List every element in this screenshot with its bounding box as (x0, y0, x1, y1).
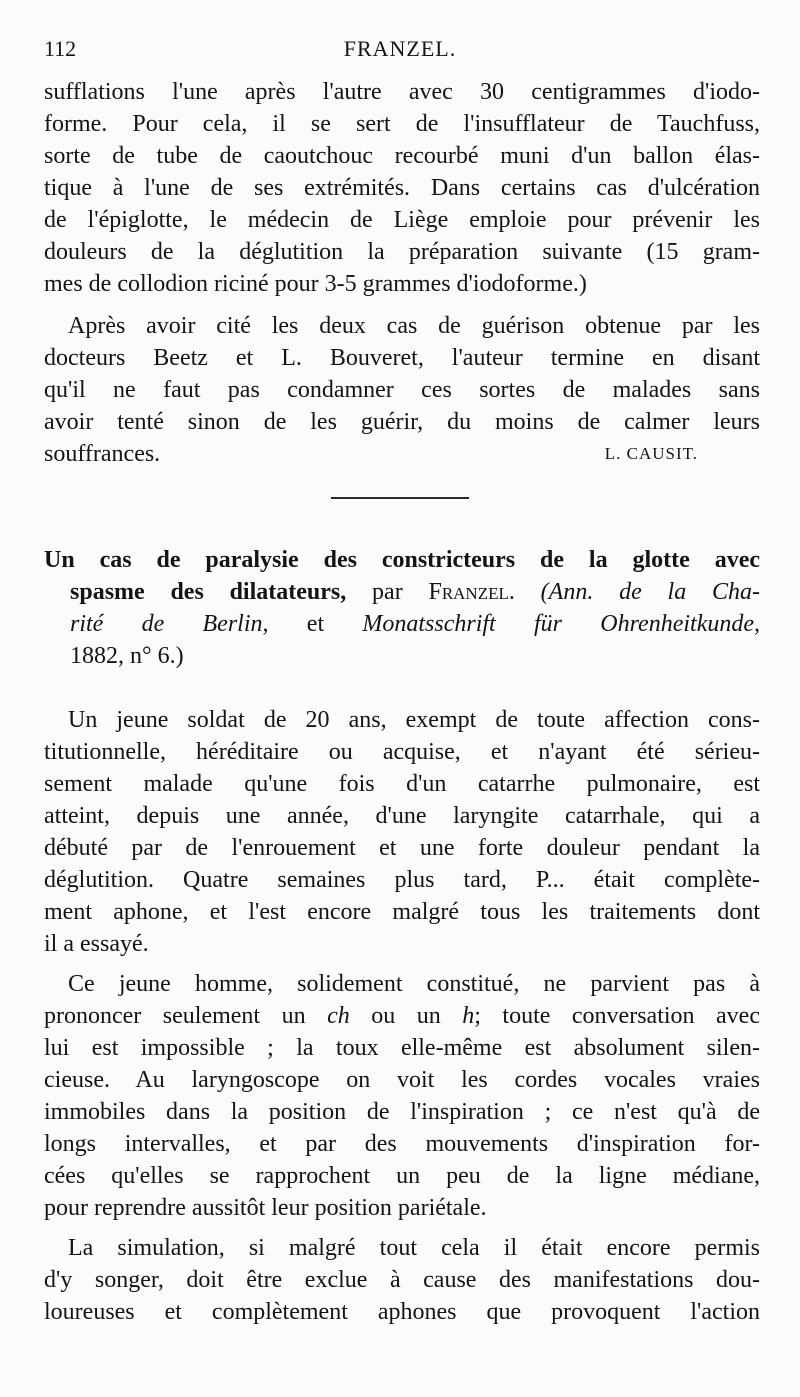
title-source: (Ann. de la Cha- (514, 579, 760, 605)
text-line: ment aphone, et l'est encore malgré tous les traitements dont (44, 899, 760, 925)
second-paragraph (44, 310, 760, 470)
title-conj: , et (262, 611, 363, 637)
section-divider (331, 497, 469, 499)
text-run: ; toute conversation avec (474, 1003, 760, 1029)
title-line (44, 608, 760, 640)
title-source: Monatsschrift für Ohrenheitkunde, (362, 611, 761, 637)
text-run: prononcer seulement un (44, 1003, 328, 1029)
text-line: il a essayé. (44, 931, 149, 957)
author-signature: L. CAUSIT. (604, 444, 698, 463)
text-line: pour reprendre aussitôt leur position pariétale. (44, 1195, 487, 1221)
title-line: Un cas de paralysie des constricteurs de la glotte avec (44, 547, 760, 573)
title-line: 1882, n° 6.) (70, 643, 184, 669)
text-line: sorte de tube de caoutchouc recourbé muni d'un ballon élas- (44, 143, 760, 169)
text-line-end: souffrances. (44, 441, 161, 467)
text-run-italic: ch (327, 1003, 350, 1029)
text-line: sement malade qu'une fois d'un catarrhe pulmonaire, est (44, 771, 760, 797)
title-author: Franzel. (428, 579, 515, 605)
page-number: 112 (44, 36, 77, 61)
text-line: avoir tenté sinon de les guérir, du moins de calmer leurs (44, 409, 760, 435)
text-line: d'y songer, doit être exclue à cause des manifestations dou- (44, 1267, 760, 1293)
body-paragraph-2 (44, 968, 760, 1224)
text-line: cieuse. Au laryngoscope on voit les cordes vocales vraies (44, 1067, 760, 1093)
text-line: mes de collodion riciné pour 3-5 grammes d'iodoforme.) (44, 271, 587, 297)
intro-paragraph (44, 76, 760, 300)
text-line: longs intervalles, et par des mouvements d'inspiration for- (44, 1131, 760, 1157)
title-par: par (346, 579, 429, 605)
text-line: Ce jeune homme, solidement constitué, ne parvient pas à (68, 971, 760, 997)
running-head (44, 36, 756, 66)
article-title (44, 544, 760, 672)
text-line: cées qu'elles se rapprochent un peu de la ligne médiane, (44, 1163, 760, 1189)
text-line: La simulation, si malgré tout cela il était encore permis (68, 1235, 760, 1261)
text-line: immobiles dans la position de l'inspiration ; ce n'est qu'à de (44, 1099, 760, 1125)
title-source: rité de Berlin (70, 611, 263, 637)
text-line: qu'il ne faut pas condamner ces sortes de malades sans (44, 377, 760, 403)
text-line: Un jeune soldat de 20 ans, exempt de toute affection cons- (68, 707, 760, 733)
text-run: ou un (349, 1003, 463, 1029)
text-line: débuté par de l'enrouement et une forte douleur pendant la (44, 835, 760, 861)
text-line: titutionnelle, héréditaire ou acquise, et n'ayant été sérieu- (44, 739, 760, 765)
text-line: forme. Pour cela, il se sert de l'insufflateur de Tauchfuss, (44, 111, 760, 137)
text-line: docteurs Beetz et L. Bouveret, l'auteur termine en disant (44, 345, 760, 371)
text-line: lui est impossible ; la toux elle-même est absolument silen- (44, 1035, 760, 1061)
text-line (44, 1000, 760, 1032)
text-line: Après avoir cité les deux cas de guérison obtenue par les (68, 313, 760, 339)
text-line: sufflations l'une après l'autre avec 30 centigrammes d'iodo- (44, 79, 760, 105)
text-line: loureuses et complètement aphones que provoquent l'action (44, 1299, 760, 1325)
running-title: FRANZEL. (343, 36, 457, 61)
text-line: douleurs de la déglutition la préparation suivante (15 gram- (44, 239, 760, 265)
text-line: tique à l'une de ses extrémités. Dans certains cas d'ulcération (44, 175, 760, 201)
title-text: spasme des dilatateurs, (70, 579, 347, 605)
title-line (44, 576, 760, 608)
body-paragraph-3 (44, 1232, 760, 1328)
text-line: déglutition. Quatre semaines plus tard, P... était complète- (44, 867, 760, 893)
text-line: de l'épiglotte, le médecin de Liège emploie pour prévenir les (44, 207, 760, 233)
body-paragraph-1 (44, 704, 760, 960)
text-run-italic: h (462, 1003, 475, 1029)
text-line: atteint, depuis une année, d'une laryngite catarrhale, qui a (44, 803, 760, 829)
signature-line (44, 438, 760, 470)
